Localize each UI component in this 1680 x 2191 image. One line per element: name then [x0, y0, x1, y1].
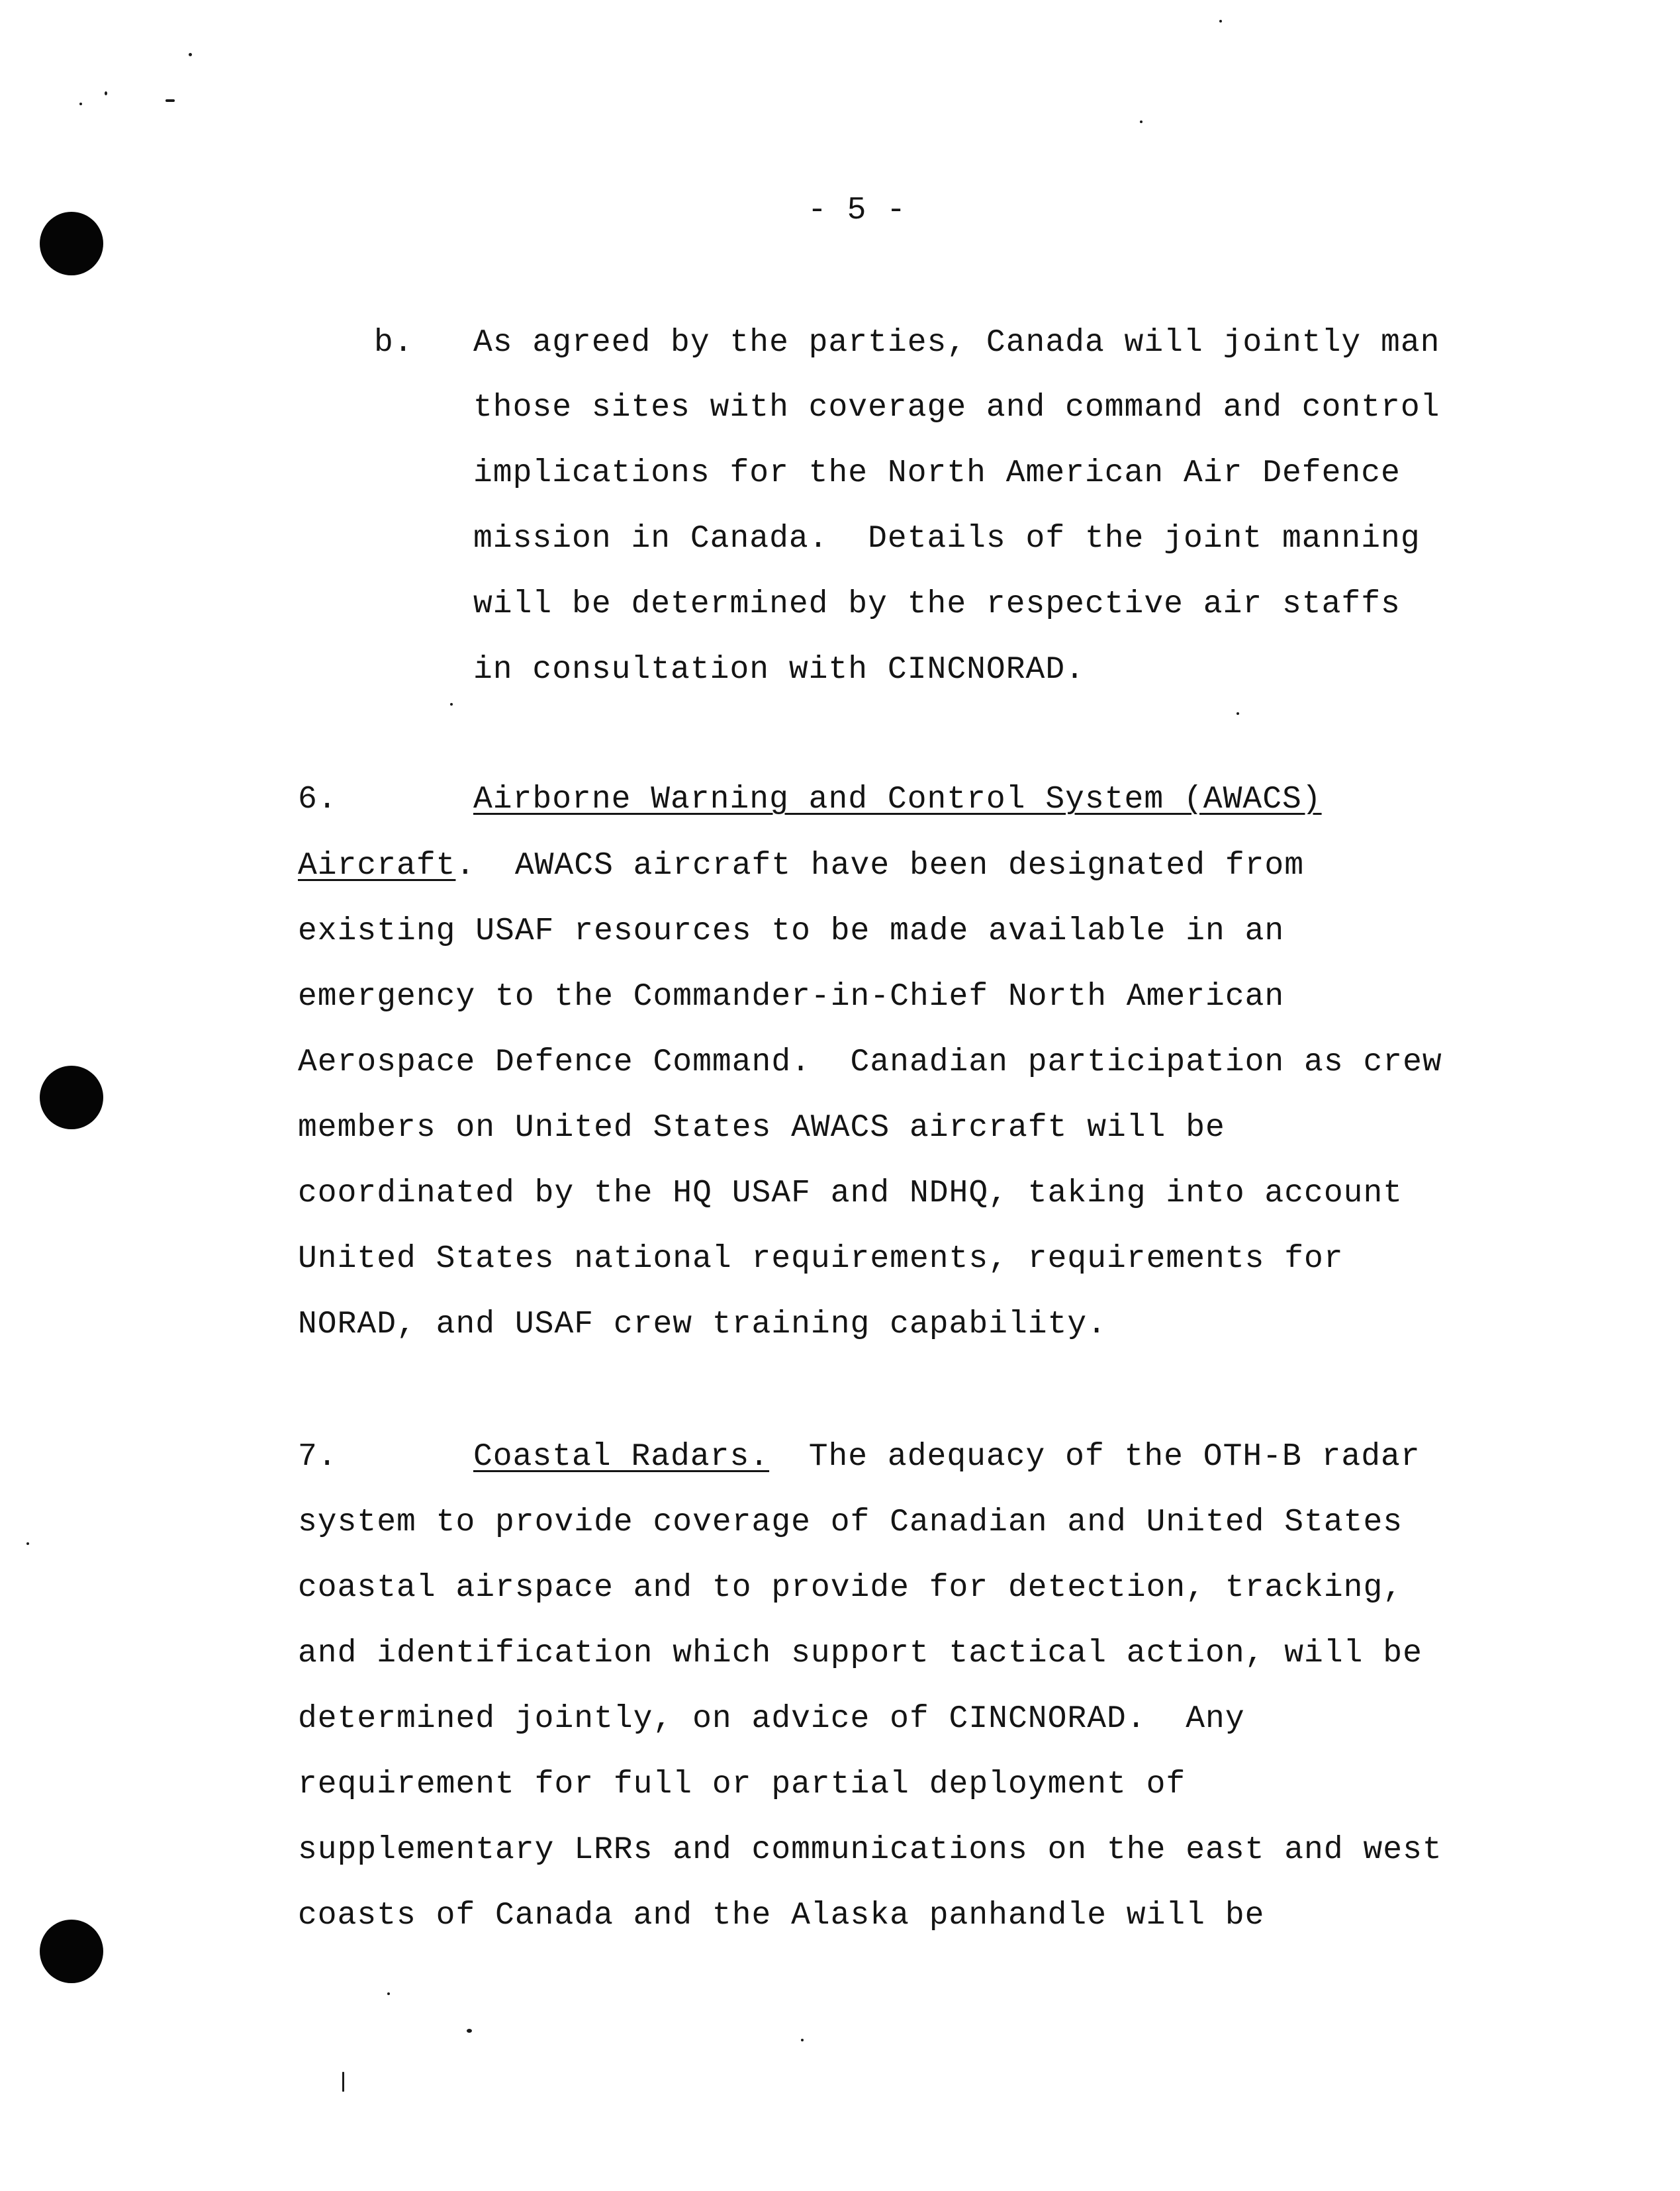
- para-b-label: b.: [374, 325, 414, 361]
- para-b-line: As agreed by the parties, Canada will jointly man: [473, 325, 1440, 361]
- scan-speck: [79, 103, 82, 105]
- para-6-line: coordinated by the HQ USAF and NDHQ, taking into account: [298, 1176, 1403, 1211]
- para-7-heading: Coastal Radars.: [473, 1439, 770, 1475]
- scan-speck: [26, 1542, 29, 1545]
- scan-speck: [165, 99, 175, 102]
- para-7-line: coastal airspace and to provide for detection, tracking,: [298, 1570, 1403, 1606]
- para-7-line: coasts of Canada and the Alaska panhandle will be: [298, 1898, 1265, 1934]
- scan-speck: [450, 703, 453, 706]
- para-6-first-line-text: . AWACS aircraft have been designated from: [455, 848, 1305, 884]
- para-6-line: existing USAF resources to be made available in an: [298, 913, 1285, 949]
- scan-speck: [1219, 20, 1222, 23]
- para-b-line: implications for the North American Air Defence: [473, 455, 1401, 491]
- page-number: - 5 -: [808, 193, 907, 228]
- scan-speck: [105, 91, 107, 95]
- punch-hole-top: [40, 212, 103, 275]
- para-6-heading-continued: Aircraft: [298, 848, 456, 884]
- para-7-first-line-text: The adequacy of the OTH-B radar: [769, 1439, 1421, 1475]
- para-6-line: United States national requirements, requirements for: [298, 1241, 1344, 1277]
- para-b-line: in consultation with CINCNORAD.: [473, 652, 1085, 688]
- punch-hole-bottom: [40, 1920, 103, 1983]
- para-6-line: emergency to the Commander-in-Chief North American: [298, 979, 1285, 1015]
- punch-hole-middle: [40, 1066, 103, 1129]
- scan-speck: [801, 2039, 804, 2041]
- para-7-line: system to provide coverage of Canadian and United States: [298, 1505, 1403, 1540]
- para-b-line: mission in Canada. Details of the joint manning: [473, 521, 1421, 557]
- scan-speck: [1140, 120, 1143, 123]
- para-7-line: and identification which support tactical action, will be: [298, 1636, 1423, 1671]
- para-b-line: will be determined by the respective air staffs: [473, 586, 1401, 622]
- para-7-heading-line: [473, 1438, 1421, 1475]
- para-7-line: supplementary LRRs and communications on the east and west: [298, 1832, 1442, 1868]
- para-6-line: NORAD, and USAF crew training capability.: [298, 1307, 1107, 1342]
- scan-speck: [342, 2072, 344, 2092]
- para-6-first-line: [298, 847, 1304, 884]
- para-6-number: 6.: [298, 782, 338, 817]
- para-7-number: 7.: [298, 1439, 338, 1475]
- para-7-first-line: [298, 1438, 338, 1475]
- para-6-line: Aerospace Defence Command. Canadian participation as crew: [298, 1045, 1442, 1080]
- scan-speck: [467, 2029, 472, 2033]
- scan-speck: [1237, 712, 1239, 715]
- scan-speck: [387, 1992, 390, 1995]
- para-7-line: requirement for full or partial deployment of: [298, 1767, 1186, 1802]
- para-7-line: determined jointly, on advice of CINCNORAD. Any: [298, 1701, 1245, 1737]
- para-6-heading: Airborne Warning and Control System (AWACS): [473, 782, 1322, 817]
- scan-speck: [189, 53, 192, 56]
- para-b-line: those sites with coverage and command and control: [473, 390, 1440, 426]
- para-6-line: members on United States AWACS aircraft will be: [298, 1110, 1225, 1146]
